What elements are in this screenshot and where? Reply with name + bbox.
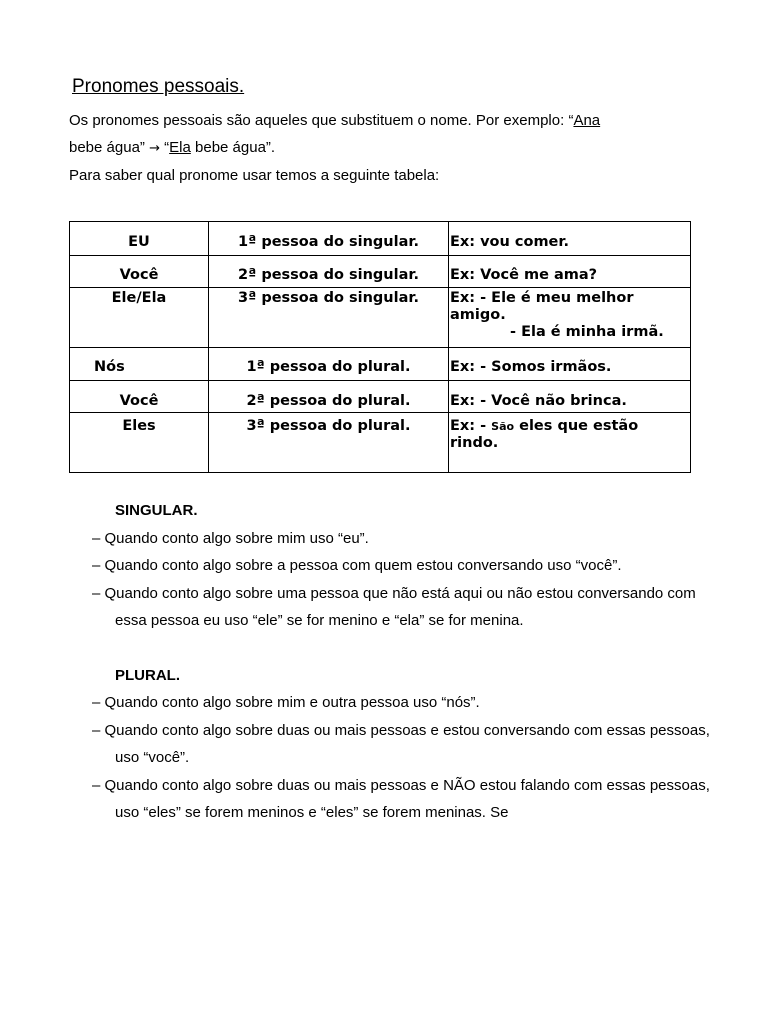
singular-heading: SINGULAR. <box>115 502 198 519</box>
intro-table-lead: Para saber qual pronome usar temos a seguinte tabela: <box>69 167 440 184</box>
intro-example <box>69 107 709 162</box>
example-line: Ex: - Ele é meu melhor amigo. <box>450 290 634 323</box>
pronoun-cell: EU <box>70 222 209 256</box>
example-line: - Ela é minha irmã. <box>510 324 664 340</box>
person-cell: 1ª pessoa do plural. <box>209 348 449 381</box>
list-item: – Quando conto algo sobre mim e outra pessoa uso “nós”. <box>92 694 480 711</box>
pronoun-cell: Eles <box>70 413 209 473</box>
person-cell: 2ª pessoa do singular. <box>209 256 449 288</box>
table-row <box>70 222 691 256</box>
page-title: Pronomes pessoais. <box>72 76 245 97</box>
intro-paragraph <box>69 107 709 189</box>
list-item: – Quando conto algo sobre mim uso “eu”. <box>92 529 369 547</box>
usage-rules <box>92 497 712 827</box>
person-cell: 2ª pessoa do plural. <box>209 381 449 413</box>
example-cell: Ex: vou comer. <box>449 222 691 256</box>
table-row <box>70 413 691 473</box>
table-row <box>70 288 691 348</box>
intro-line1-prefix: Os pronomes pessoais são aqueles que substituem o nome. Por exemplo: “ <box>69 112 574 129</box>
intro-line2-prefix: bebe água” <box>69 139 150 156</box>
singular-list <box>92 525 712 635</box>
intro-line2-suffix: bebe água”. <box>190 139 276 156</box>
example-cell <box>449 288 691 348</box>
example-cell: Ex: Você me ama? <box>449 256 691 288</box>
pronoun-cell: Você <box>70 381 209 413</box>
plural-list <box>92 689 712 827</box>
person-cell: 3ª pessoa do plural. <box>209 413 449 473</box>
example-cell: Ex: - Você não brinca. <box>449 381 691 413</box>
example-cell: Ex: - Somos irmãos. <box>449 348 691 381</box>
list-item: – Quando conto algo sobre a pessoa com quem estou conversando uso “você”. <box>92 557 622 574</box>
intro-word-ela: Ela <box>169 139 191 156</box>
list-item: – Quando conto algo sobre duas ou mais pessoas e estou conversando com essas pessoas, uso “você”. <box>92 721 710 766</box>
pronoun-table <box>69 221 691 473</box>
pronoun-cell: Nós <box>70 348 209 381</box>
table-row <box>70 348 691 381</box>
pronoun-cell: Ele/Ela <box>70 288 209 348</box>
intro-quote-open: “ <box>159 139 170 156</box>
table-row <box>70 256 691 288</box>
person-cell: 1ª pessoa do singular. <box>209 222 449 256</box>
example-cell: Ex: - São eles que estão rindo. <box>449 413 691 473</box>
arrow-right-icon: → <box>149 141 160 156</box>
table-row <box>70 381 691 413</box>
list-item: – Quando conto algo sobre uma pessoa que não está aqui ou não estou conversando com essa pessoa eu uso “ele” se for menino e “ela” se for menina. <box>92 584 696 629</box>
list-item: – Quando conto algo sobre duas ou mais pessoas e NÃO estou falando com essas pessoas, uso “eles” se forem meninos e “eles” se forem meninas. Se <box>92 776 710 821</box>
plural-heading: PLURAL. <box>115 666 180 684</box>
intro-word-ana: Ana <box>573 112 601 129</box>
pronoun-cell: Você <box>70 256 209 288</box>
person-cell: 3ª pessoa do singular. <box>209 288 449 348</box>
